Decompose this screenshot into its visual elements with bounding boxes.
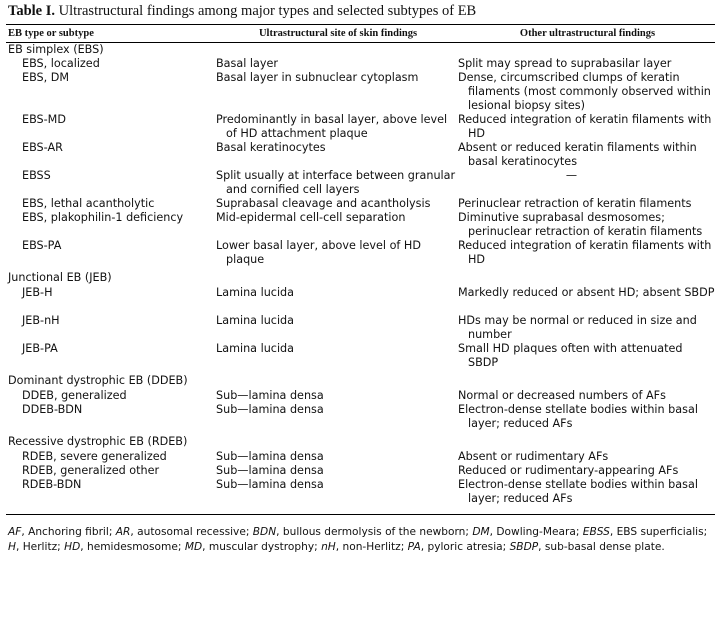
row-other: — <box>565 169 578 182</box>
row-name: RDEB, generalized other <box>22 464 160 477</box>
table-row <box>6 403 715 431</box>
footnote-sep: , <box>202 541 209 553</box>
header-row <box>6 25 715 43</box>
footnote-def: Dowling-Meara <box>496 526 576 538</box>
row-site: Sub—lamina densa <box>216 464 324 477</box>
row-site: Sub—lamina densa <box>216 389 324 402</box>
row-other: Markedly reduced or absent HD; absent SBDP <box>458 286 715 299</box>
row-site: Lower basal layer, above level of HD plaque <box>216 239 421 266</box>
footnote-def: bullous dermolysis of the newborn <box>282 526 466 538</box>
row-other <box>458 271 715 286</box>
footnote-sep: , <box>538 541 545 553</box>
footnote-def: muscular dystrophy <box>208 541 315 553</box>
table-caption <box>8 2 715 20</box>
table-number: Table I. <box>8 3 56 19</box>
table-body <box>6 43 715 515</box>
table-row <box>6 211 715 239</box>
footnote-delim: ; <box>400 541 408 553</box>
row-site: Lamina lucida <box>216 286 295 299</box>
footnote-abbr: SBDP <box>509 541 539 553</box>
footnote-def: Anchoring fibril <box>28 526 109 538</box>
table-row <box>6 389 715 403</box>
row-name: EBS, localized <box>22 57 100 70</box>
row-site: Basal keratinocytes <box>216 141 326 154</box>
row-other: Electron-dense stellate bodies within basal layer; reduced AFs <box>458 478 698 505</box>
row-name: EBS, plakophilin-1 deficiency <box>22 211 184 224</box>
footnote-abbr: DM <box>472 526 490 538</box>
footnote-abbr: BDN <box>252 526 277 538</box>
table-title: Ultrastructural findings among major types and selected subtypes of EB <box>58 3 477 19</box>
row-name: EBS-PA <box>22 239 62 252</box>
footnote-delim: ; <box>108 526 116 538</box>
footnote-delim: ; <box>177 541 185 553</box>
row-name: JEB-nH <box>22 314 60 327</box>
table-row <box>6 314 715 342</box>
row-other: Normal or decreased numbers of AFs <box>458 389 666 402</box>
row-other: Electron-dense stellate bodies within basal layer; reduced AFs <box>458 403 698 430</box>
footnote-abbr: EBSS <box>582 526 610 538</box>
row-name: Recessive dystrophic EB (RDEB) <box>8 435 188 448</box>
row-name: EB simplex (EBS) <box>8 43 104 56</box>
row-site <box>216 435 458 450</box>
row-other: Reduced integration of keratin filaments with HD <box>458 113 712 140</box>
header-eb-type: EB type or subtype <box>6 25 216 43</box>
row-site: Lamina lucida <box>216 314 295 327</box>
footnote-abbr: nH <box>321 541 336 553</box>
row-site: Sub—lamina densa <box>216 403 324 416</box>
row-other: Perinuclear retraction of keratin filaments <box>458 197 692 210</box>
footnote-sep: , <box>21 526 29 538</box>
table-row <box>6 197 715 211</box>
row-name: Dominant dystrophic EB (DDEB) <box>8 374 188 387</box>
table-row <box>6 113 715 141</box>
row-name: EBS, DM <box>22 71 70 84</box>
footnote-delim: ; <box>575 526 583 538</box>
row-other <box>458 374 715 389</box>
row-name: RDEB, severe generalized <box>22 450 167 463</box>
row-other: Reduced or rudimentary-appearing AFs <box>458 464 679 477</box>
table-row <box>6 141 715 169</box>
row-site: Suprabasal cleavage and acantholysis <box>216 197 431 210</box>
footnote-sep: , <box>489 526 497 538</box>
footnote-abbr: PA <box>407 541 421 553</box>
footnote-delim: ; <box>703 526 708 538</box>
row-site <box>216 374 458 389</box>
table-row <box>6 464 715 478</box>
row-other <box>458 43 715 58</box>
row-other: Reduced integration of keratin filaments with HD <box>458 239 712 266</box>
footnote-sep: , <box>15 541 23 553</box>
footnote-abbr: HD <box>64 541 81 553</box>
header-other: Other ultrastructural findings <box>458 25 715 43</box>
group-row <box>6 43 715 58</box>
row-site <box>216 43 458 58</box>
footnote-def: non-Herlitz <box>342 541 401 553</box>
footnote-sep: , <box>276 526 283 538</box>
group-row <box>6 374 715 389</box>
footnote-delim: ; <box>245 526 253 538</box>
footnote-sep: , <box>335 541 343 553</box>
row-name: EBSS <box>22 169 51 182</box>
footnote-def: autosomal recessive <box>137 526 246 538</box>
findings-table <box>6 25 715 514</box>
row-site: Sub—lamina densa <box>216 478 324 491</box>
row-other <box>458 435 715 450</box>
row-site: Split usually at interface between granular and cornified cell layers <box>216 169 456 196</box>
table-row <box>6 478 715 506</box>
row-name: EBS-MD <box>22 113 66 126</box>
row-name: DDEB, generalized <box>22 389 127 402</box>
footnote-delim: ; <box>57 541 65 553</box>
footnote-def: pyloric atresia <box>427 541 503 553</box>
header-site: Ultrastructural site of skin findings <box>216 25 458 43</box>
table-row <box>6 57 715 71</box>
table-row <box>6 342 715 372</box>
footnote-delim: ; <box>502 541 510 553</box>
row-other: Absent or rudimentary AFs <box>458 450 609 463</box>
row-name: JEB-PA <box>22 342 58 355</box>
row-name: JEB-H <box>22 286 53 299</box>
row-other: Split may spread to suprabasilar layer <box>458 57 672 70</box>
row-other: Diminutive suprabasal desmosomes; perinuclear retraction of keratin filaments <box>458 211 703 238</box>
row-site: Lamina lucida <box>216 342 295 355</box>
table-row <box>6 169 715 197</box>
row-name: EBS-AR <box>22 141 63 154</box>
group-row <box>6 271 715 286</box>
row-site: Basal layer in subnuclear cytoplasm <box>216 71 419 84</box>
row-site <box>216 271 458 286</box>
footnote-abbr: MD <box>184 541 203 553</box>
footnote-sep: , <box>130 526 138 538</box>
footnote-abbr: AR <box>115 526 131 538</box>
footnote-def: EBS superficialis <box>616 526 704 538</box>
row-other: Absent or reduced keratin filaments within basal keratinocytes <box>458 141 697 168</box>
row-name: RDEB-BDN <box>22 478 82 491</box>
row-other: Dense, circumscribed clumps of keratin filaments (most commonly observed within lesional biopsy sites) <box>458 71 711 112</box>
footnote <box>8 525 715 555</box>
row-site: Predominantly in basal layer, above level of HD attachment plaque <box>216 113 448 140</box>
row-other: Small HD plaques often with attenuated SBDP <box>458 342 683 369</box>
row-spacer <box>6 506 715 514</box>
row-site: Sub—lamina densa <box>216 450 324 463</box>
table-row <box>6 239 715 267</box>
footnote-abbr: AF <box>8 526 22 538</box>
table-row <box>6 450 715 464</box>
footnote-def: hemidesmosome <box>86 541 178 553</box>
footnote-sep: , <box>420 541 428 553</box>
footnote-def: Herlitz <box>22 541 58 553</box>
footnote-abbr: H <box>8 541 16 553</box>
footnote-def: sub-basal dense plate. <box>544 541 665 553</box>
footnote-delim: ; <box>465 526 473 538</box>
row-site: Basal layer <box>216 57 278 70</box>
row-other: HDs may be normal or reduced in size and number <box>458 314 697 341</box>
row-name: EBS, lethal acantholytic <box>22 197 155 210</box>
footnote-sep: , <box>609 526 617 538</box>
group-row <box>6 435 715 450</box>
row-name: Junctional EB (JEB) <box>8 271 112 284</box>
table-row <box>6 71 715 113</box>
row-name: DDEB-BDN <box>22 403 83 416</box>
bottom-rule <box>6 514 715 515</box>
footnote-sep: , <box>80 541 87 553</box>
table-row <box>6 286 715 314</box>
row-site: Mid-epidermal cell-cell separation <box>216 211 406 224</box>
footnote-delim: ; <box>314 541 322 553</box>
